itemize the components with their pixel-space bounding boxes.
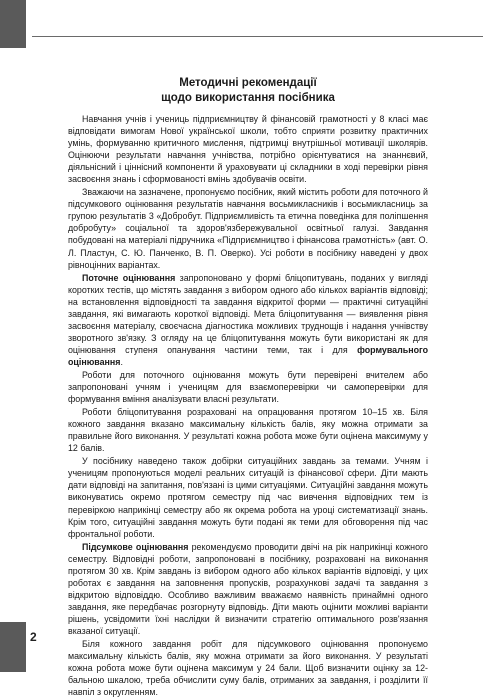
corner-tab-top	[0, 0, 26, 48]
paragraph-lead-bold: Поточне оцінювання	[82, 272, 176, 283]
paragraph-3	[68, 272, 428, 368]
paragraph-text: рекомендуємо проводити двічі на рік наприкінці кожного семестру. Відповідні роботи, запропоновані в посібнику, розраховані на виконання протягом 30 хв. Крім завдань із вибором одного або кількох варіантів відповіді, у цих роботах є завдання на заповнення пропусків, розрахункові задачі та завдання з відкритою відповіддю. Особливо важливим вважаємо наявність принаймні одного завдання, яке передбачає розгорнуту відповідь. Діти мають оцінити можливі варіанти рішень, усвідомити їхні наслідки й визначити стратегію оптимального розв'язання вказаної ситуації.	[68, 541, 428, 636]
paragraph-7	[68, 541, 428, 637]
paragraph-1	[68, 113, 428, 185]
paragraph-text: Зважаючи на зазначене, пропонуємо посібник, який містить роботи для поточного й підсумкового оцінювання результатів навчання восьмикласників і восьмикласниць за групою результатів 3 «Добробут. Підприємливість та етична поведінка для поліпшення добробуту» соціальної та здоров'язбережувальної освітньої галузі. Завдання побудовані на матеріалі підручника «Підприємництво і фінансова грамотність» (авт. О. Л. Пластун, С. Ю. Панченко, В. П. Оверко). Усі роботи в посібнику наведені у двох рівноцінних варіантах.	[68, 187, 428, 270]
header-rule	[32, 36, 483, 37]
paragraph-4	[68, 369, 428, 405]
paragraph-text: У посібнику наведено також добірки ситуаційних завдань за темами. Учням і ученицям пропонуються моделі реальних ситуацій із фінансової сфери. Діти мають дати відповіді на запитання, пов'язані із цими ситуаціями. Ситуаційні завдання можуть виконуватись окремо протягом семестру під час вивчення відповідних тем із перевіркою наприкінці семестру або як окрема робота на уроці систематизації знань. Крім того, ситуаційні завдання можуть бути подані як теми для обговорення під час фронтальної роботи.	[68, 456, 428, 539]
paragraph-text: Навчання учнів і учениць підприємництву й фінансовій грамотності у 8 класі має відповідати вимогам Нової української школи, тобто сприяти розвитку практичних умінь, формуванню критичного мислення, підтримці внутрішньої мотивації школярів. Оцінюючи результати навчання учнівства, потрібно орієнтуватися на знаннєвий, діяльнісний і ціннісний компоненти й ураховувати ці складники в ході перевірки рівня засвоєння знань і сформованості вмінь здобувачів освіти.	[68, 114, 428, 185]
title-line-1: Методичні рекомендації	[179, 77, 317, 89]
corner-tab-bottom	[0, 622, 26, 672]
title-line-2: щодо використання посібника	[161, 92, 335, 104]
paragraph-text: запропоновано у формі бліцопитувань, поданих у вигляді коротких тестів, що містять завдання з вибором одного або кількох варіантів відповіді; на встановлення відповідності та завдання відкритої форми — практичні ситуаційні завдання, які вимагають короткої відповіді. Мета бліцопитування — виявлення рівня засвоєння матеріалу, своєчасна діагностика можливих труднощів і надання учнівству зворотного зв'язку. З огляду на це бліцопитування можуть бути використані як для оцінювання ступеня опанування частини теми, так і для	[68, 272, 428, 355]
page-title	[68, 76, 428, 106]
page-number: 2	[30, 630, 37, 644]
paragraph-2	[68, 186, 428, 270]
page-content	[68, 76, 428, 699]
paragraph-text: Роботи бліцопитування розраховані на опрацювання протягом 10–15 хв. Біля кожного завдання вказано максимальну кількість балів, яку можна отримати за правильне його виконання. У результаті кожна робота може бути оцінена максимуму у 12 балів.	[68, 407, 428, 454]
paragraph-tail: .	[120, 356, 123, 367]
paragraph-8	[68, 638, 428, 698]
paragraph-lead-bold: Підсумкове оцінювання	[82, 541, 189, 552]
paragraph-tail-bold: формувального оцінювання	[68, 344, 428, 367]
paragraph-6	[68, 455, 428, 539]
paragraph-5	[68, 406, 428, 454]
paragraph-text: Роботи для поточного оцінювання можуть бути перевірені вчителем або запропоновані учням і ученицям для взаємоперевірки чи самоперевірки для формування вміння аналізувати власні результати.	[68, 369, 428, 405]
paragraph-text: Біля кожного завдання робіт для підсумкового оцінювання пропонуємо максимальну кількість балів, яку можна отримати за його виконання. У результаті кожна робота може бути оцінена максимум у 24 бали. Щоб визначити оцінку за 12-бальною шкалою, треба обчислити суму балів, отриманих за завдання, і розділити її навпіл з округленням.	[68, 639, 428, 698]
